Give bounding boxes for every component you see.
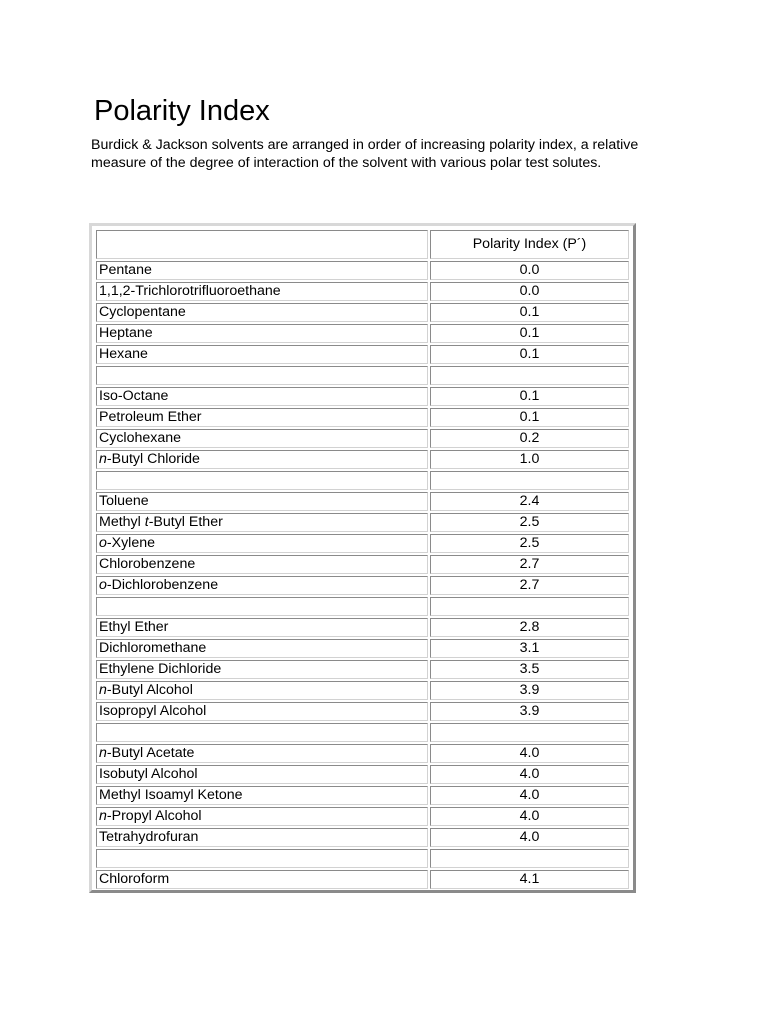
table-row: [96, 492, 629, 511]
polarity-index-cell: [430, 723, 629, 742]
solvent-name: -Butyl Alcohol: [106, 682, 193, 698]
solvent-name: -Butyl Chloride: [106, 451, 200, 467]
table-spacer-row: [96, 723, 629, 742]
solvent-name: Cyclohexane: [99, 430, 182, 446]
polarity-index-cell: 0.1: [430, 387, 629, 406]
polarity-index-cell: 0.0: [430, 282, 629, 301]
table-row: [96, 303, 629, 322]
page-title: Polarity Index: [94, 95, 270, 127]
polarity-index-cell: 4.0: [430, 765, 629, 784]
table-row: [96, 681, 629, 700]
solvent-name: Ethyl Ether: [99, 619, 169, 635]
polarity-index-cell: 2.4: [430, 492, 629, 511]
solvent-name: Pentane: [99, 262, 152, 278]
table-row: [96, 870, 629, 889]
solvent-name-cell: [96, 849, 428, 868]
polarity-index-cell: [430, 597, 629, 616]
solvent-name-cell: [96, 681, 428, 700]
solvent-name-cell: [96, 471, 428, 490]
solvent-prefix: n: [99, 682, 107, 698]
polarity-index-cell: 2.7: [430, 576, 629, 595]
polarity-index-cell: 0.1: [430, 345, 629, 364]
table-row: [96, 429, 629, 448]
solvent-name-cell: [96, 723, 428, 742]
polarity-index-cell: 2.5: [430, 513, 629, 532]
table-row: [96, 744, 629, 763]
table-row: [96, 828, 629, 847]
polarity-index-cell: [430, 849, 629, 868]
table-spacer-row: [96, 849, 629, 868]
solvent-name: Ethylene Dichloride: [99, 661, 222, 677]
solvent-name-cell: [96, 387, 428, 406]
polarity-index-cell: 1.0: [430, 450, 629, 469]
solvent-name-cell: [96, 345, 428, 364]
solvent-name: -Dichlorobenzene: [106, 577, 219, 593]
solvent-name-cell: [96, 597, 428, 616]
polarity-index-cell: 4.1: [430, 870, 629, 889]
polarity-index-cell: 0.1: [430, 303, 629, 322]
solvent-name: Isopropyl Alcohol: [99, 703, 207, 719]
polarity-index-cell: 3.9: [430, 702, 629, 721]
solvent-prefix: n: [99, 808, 107, 824]
solvent-name-cell: [96, 429, 428, 448]
table-row: [96, 639, 629, 658]
solvent-name-cell: [96, 618, 428, 637]
solvent-name-cell: [96, 513, 428, 532]
table-header-row: [96, 230, 629, 259]
solvent-name-cell: [96, 807, 428, 826]
table-row: [96, 261, 629, 280]
polarity-index-cell: 3.5: [430, 660, 629, 679]
solvent-name: -Propyl Alcohol: [106, 808, 202, 824]
table-row: [96, 282, 629, 301]
table-row: [96, 387, 629, 406]
solvent-name-cell: [96, 639, 428, 658]
polarity-index-cell: 4.0: [430, 786, 629, 805]
table-row: [96, 324, 629, 343]
polarity-table-body: [96, 230, 629, 889]
solvent-suffix: -Butyl Ether: [148, 514, 223, 530]
solvent-name: Heptane: [99, 325, 153, 341]
polarity-index-cell: 0.0: [430, 261, 629, 280]
solvent-name: Hexane: [99, 346, 148, 362]
solvent-name-cell: [96, 555, 428, 574]
polarity-index-cell: 0.2: [430, 429, 629, 448]
intro-paragraph: Burdick & Jackson solvents are arranged in order of increasing polarity index, a relative measure of the degree of interaction of the solvent with various polar test solutes.: [91, 137, 639, 171]
solvent-prefix: n: [99, 451, 107, 467]
table-row: [96, 765, 629, 784]
table-row: [96, 345, 629, 364]
solvent-name: Methyl: [99, 514, 145, 530]
table-row: [96, 513, 629, 532]
solvent-name: 1,1,2-Trichlorotrifluoroethane: [99, 283, 281, 299]
polarity-index-cell: [430, 366, 629, 385]
table-row: [96, 534, 629, 553]
solvent-name-cell: [96, 450, 428, 469]
table-row: [96, 408, 629, 427]
solvent-name-cell: [96, 828, 428, 847]
table-row: [96, 576, 629, 595]
solvent-name: -Xylene: [106, 535, 155, 551]
solvent-prefix: o: [99, 535, 107, 551]
table-row: [96, 807, 629, 826]
solvent-name: Cyclopentane: [99, 304, 186, 320]
solvent-name-cell: [96, 744, 428, 763]
table-row: [96, 450, 629, 469]
polarity-table-frame: [89, 223, 636, 893]
solvent-name: Iso-Octane: [99, 388, 169, 404]
table-spacer-row: [96, 471, 629, 490]
header-solvent-cell: [96, 230, 428, 259]
polarity-index-cell: 0.1: [430, 324, 629, 343]
solvent-name-cell: [96, 765, 428, 784]
solvent-name-cell: [96, 786, 428, 805]
table-row: [96, 555, 629, 574]
solvent-name-cell: [96, 366, 428, 385]
polarity-index-cell: 2.8: [430, 618, 629, 637]
solvent-infix: t: [144, 514, 149, 530]
solvent-name: Methyl Isoamyl Ketone: [99, 787, 243, 803]
solvent-name: -Butyl Acetate: [106, 745, 195, 761]
solvent-name-cell: [96, 408, 428, 427]
solvent-name-cell: [96, 576, 428, 595]
solvent-name: Chlorobenzene: [99, 556, 196, 572]
table-row: [96, 618, 629, 637]
solvent-name-cell: [96, 303, 428, 322]
polarity-index-cell: 4.0: [430, 828, 629, 847]
polarity-index-cell: 3.1: [430, 639, 629, 658]
solvent-prefix: o: [99, 577, 107, 593]
table-row: [96, 702, 629, 721]
polarity-index-cell: 2.7: [430, 555, 629, 574]
solvent-name: Petroleum Ether: [99, 409, 202, 425]
polarity-index-cell: [430, 471, 629, 490]
solvent-name-cell: [96, 534, 428, 553]
solvent-name: Dichloromethane: [99, 640, 207, 656]
solvent-name-cell: [96, 660, 428, 679]
solvent-name-cell: [96, 702, 428, 721]
table-row: [96, 786, 629, 805]
polarity-index-cell: 4.0: [430, 807, 629, 826]
table-spacer-row: [96, 366, 629, 385]
polarity-table: [94, 228, 631, 891]
solvent-name-cell: [96, 282, 428, 301]
solvent-name-cell: [96, 324, 428, 343]
table-row: [96, 660, 629, 679]
polarity-index-cell: 4.0: [430, 744, 629, 763]
solvent-name: Chloroform: [99, 871, 170, 887]
polarity-index-cell: 0.1: [430, 408, 629, 427]
solvent-name-cell: [96, 870, 428, 889]
solvent-name-cell: [96, 492, 428, 511]
solvent-name-cell: [96, 261, 428, 280]
solvent-name: Toluene: [99, 493, 149, 509]
polarity-index-cell: 2.5: [430, 534, 629, 553]
solvent-name: Isobutyl Alcohol: [99, 766, 198, 782]
table-spacer-row: [96, 597, 629, 616]
header-polarity-index-cell: Polarity Index (P´): [430, 230, 629, 259]
polarity-index-cell: 3.9: [430, 681, 629, 700]
solvent-name: Tetrahydrofuran: [99, 829, 199, 845]
solvent-prefix: n: [99, 745, 107, 761]
